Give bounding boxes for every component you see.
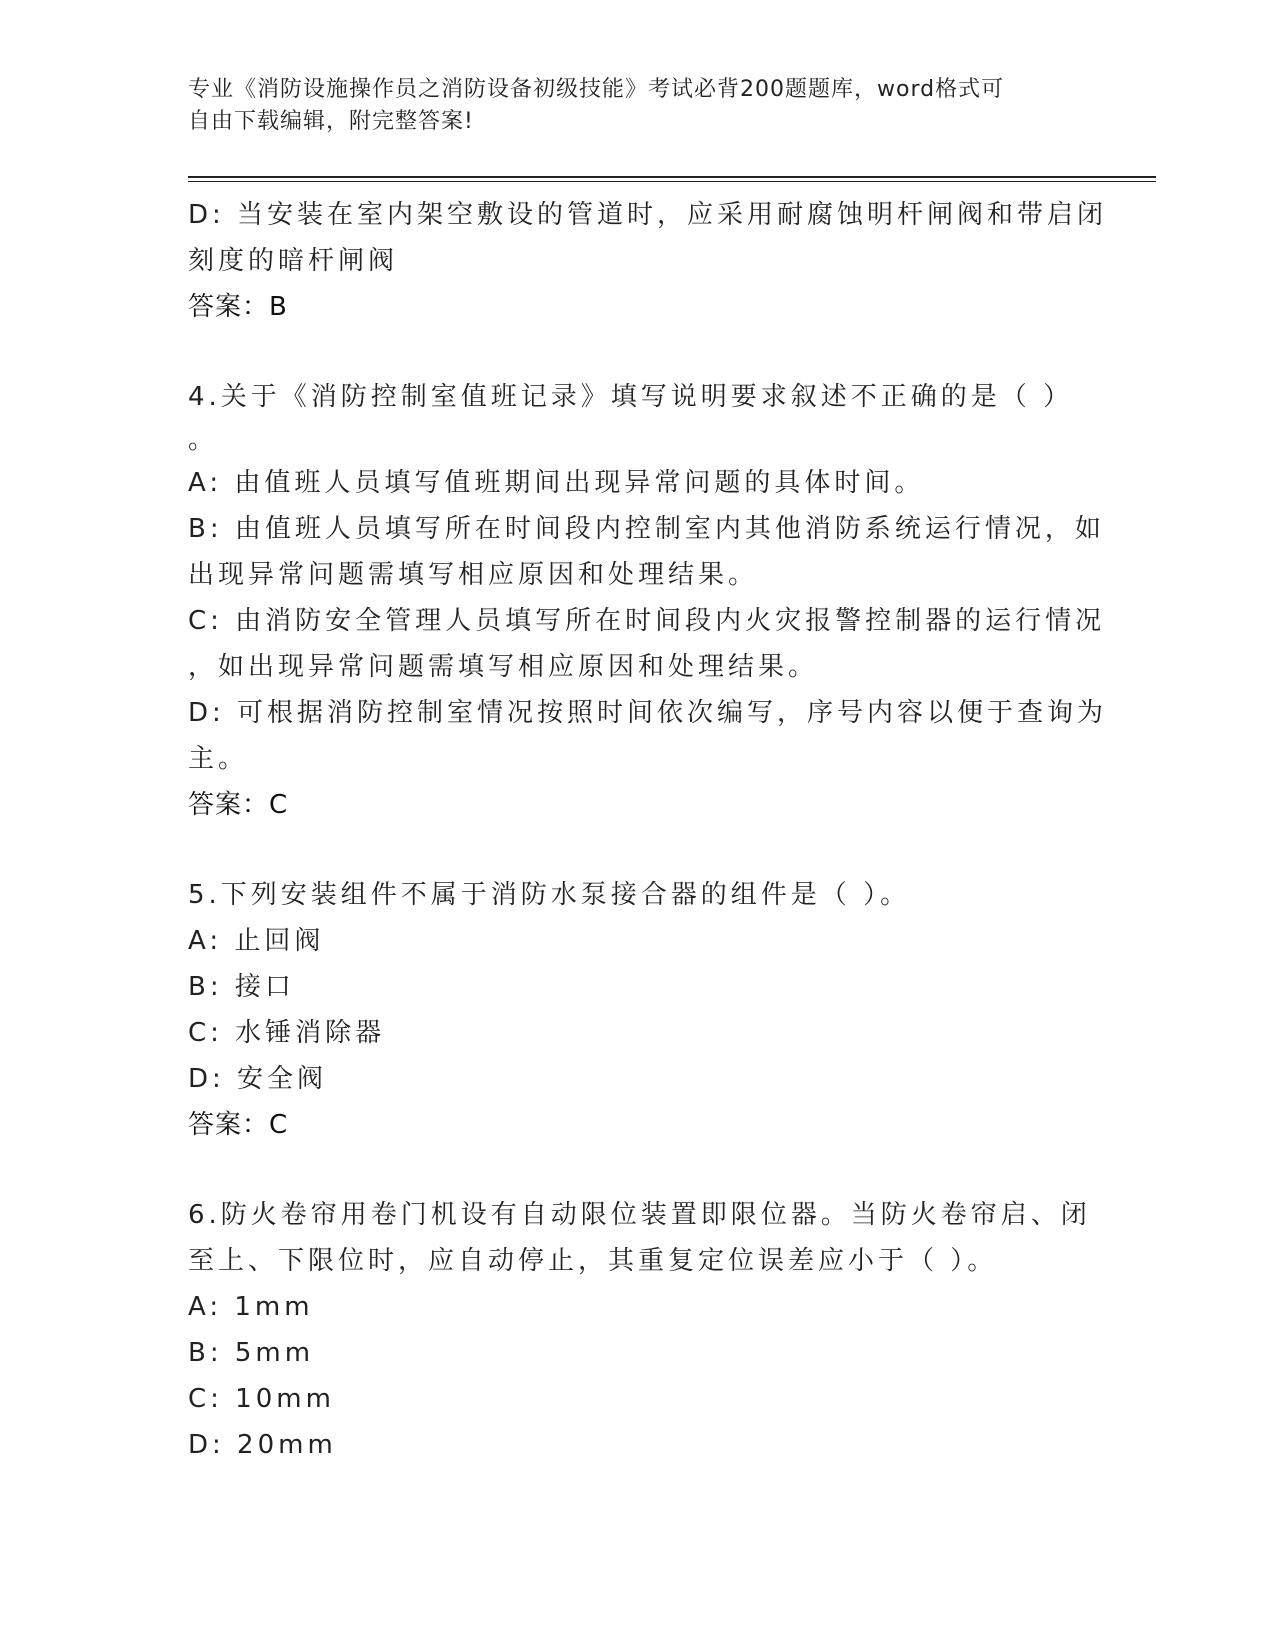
question-4 [188,374,1108,828]
answer-label: 答案：C [188,790,289,820]
question-stem: 6.防火卷帘用卷门机设有自动限位装置即限位器。当防火卷帘启、闭 [188,1200,1091,1230]
option-d: D: 安全阀 [188,1064,328,1094]
header-divider [188,176,1156,182]
option-d: D: 20mm [188,1430,337,1460]
option-b: B: 接口 [188,972,295,1002]
option-d: D: 可根据消防控制室情况按照时间依次编写，序号内容以便于查询为 [188,698,1108,728]
option-c: C: 10mm [188,1384,335,1414]
option-b-continuation: 出现异常问题需填写相应原因和处理结果。 [188,560,759,590]
question-list [188,192,1108,1468]
answer-label: 答案：B [188,292,288,322]
question-stem: 4.关于《消防控制室值班记录》填写说明要求叙述不正确的是（ ） [188,382,1074,412]
option-a: A: 止回阀 [188,926,325,956]
question-stem: 5.下列安装组件不属于消防水泵接合器的组件是（ ）。 [188,880,911,910]
option-b: B: 由值班人员填写所在时间段内控制室内其他消防系统运行情况，如 [188,514,1105,544]
option-b: B: 5mm [188,1338,315,1368]
option-a: A: 1mm [188,1292,314,1322]
spacer [188,1148,1078,1192]
option-d-continuation: 主。 [188,744,249,774]
option-d-continuation: 刻度的暗杆闸阀 [188,246,399,276]
question-stem-continuation: 至上、下限位时，应自动停止，其重复定位误差应小于（ ）。 [188,1246,998,1276]
option-c: C: 由消防安全管理人员填写所在时间段内火灾报警控制器的运行情况 [188,606,1106,636]
option-d: D: 当安装在室内架空敷设的管道时，应采用耐腐蚀明杆闸阀和带启闭 [188,200,1108,230]
answer-label: 答案：C [188,1110,289,1140]
option-c-continuation: ，如出现异常问题需填写相应原因和处理结果。 [188,652,819,682]
spacer [188,828,1078,872]
question-stem-continuation: 。 [188,425,219,455]
question-5 [188,872,1078,1148]
header-title-line-2: 自由下载编辑，附完整答案! [188,109,474,134]
option-a: A: 由值班人员填写值班期间出现异常问题的具体时间。 [188,468,925,498]
question-6 [188,1192,1091,1468]
header-title-line-1: 专业《消防设施操作员之消防设备初级技能》考试必背200题题库，word格式可 [188,77,1005,102]
option-c: C: 水锤消除器 [188,1018,386,1048]
spacer [188,330,1078,374]
question-3-tail [188,192,1108,330]
page-header [188,74,1068,138]
